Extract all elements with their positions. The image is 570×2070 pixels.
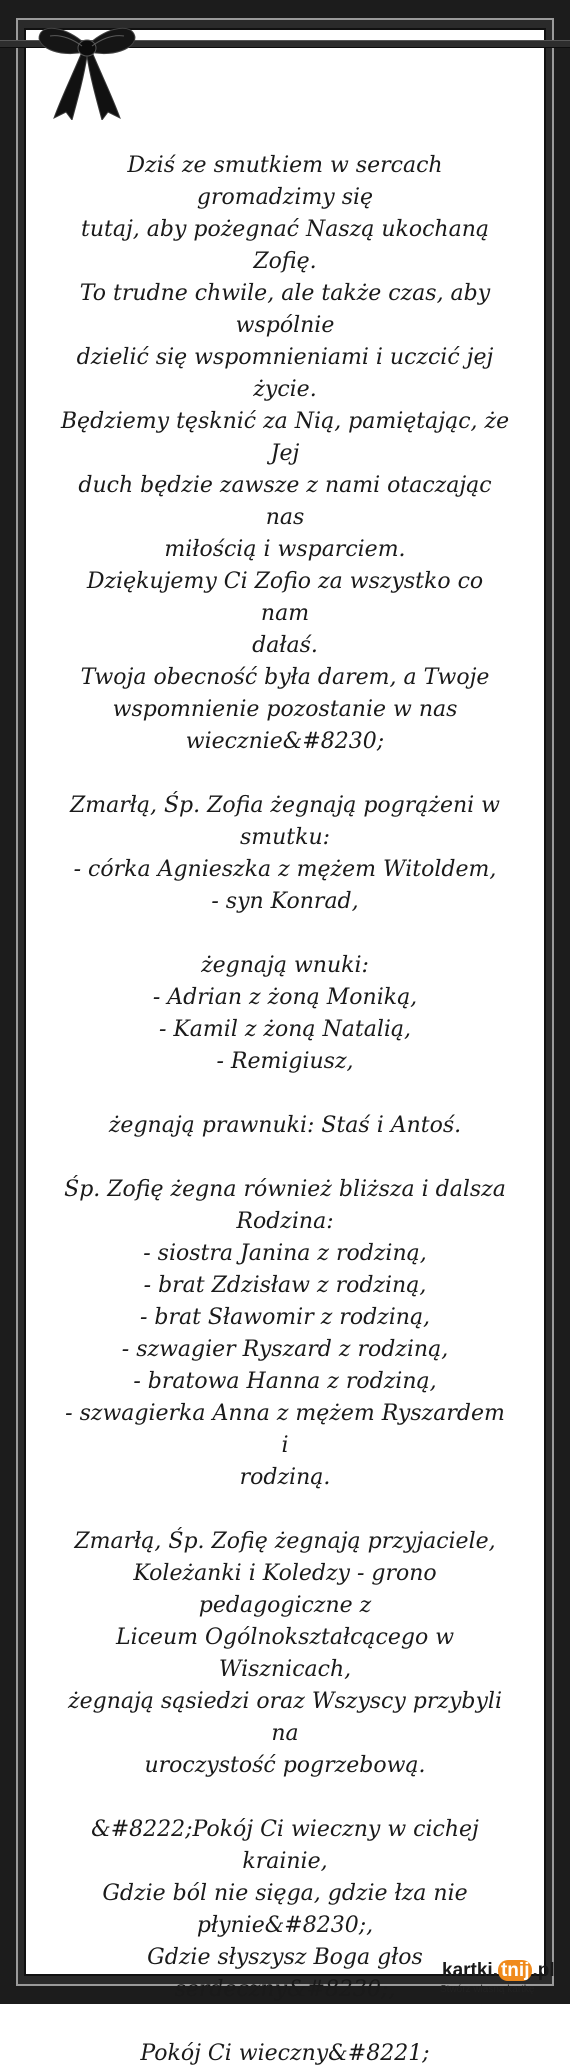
text-line: Twoja obecność była darem, a Twoje — [80, 665, 490, 690]
text-line: żegnają wnuki: — [201, 953, 369, 978]
text-line: Śp. Zofię żegna również bliższa i dalsza — [64, 1177, 506, 1202]
text-line: Liceum Ogólnokształcącego w Wisznicach, — [115, 1625, 455, 1682]
logo-name — [442, 1960, 555, 1982]
text-line: Pokój Ci wieczny&#8221; — [140, 2041, 430, 2066]
spacer — [60, 2006, 510, 2038]
spacer — [60, 758, 510, 790]
text-line: - Adrian z żoną Moniką, — [152, 985, 418, 1010]
text-line: wspomnienie pozostanie w nas — [112, 697, 458, 722]
text-line: - brat Zdzisław z rodziną, — [143, 1273, 427, 1298]
logo-highlight: tnij — [498, 1960, 533, 1981]
text-line: smutku: — [239, 825, 331, 850]
text-line: żegnają prawnuki: Staś i Antoś. — [108, 1113, 462, 1138]
text-line: płynie&#8230;, — [196, 1913, 374, 1938]
spacer — [60, 1078, 510, 1110]
text-line: - Remigiusz, — [216, 1049, 354, 1074]
text-line: Będziemy tęsknić za Nią, pamiętając, że Jej — [60, 409, 510, 466]
text-line: Zmarłą, Śp. Zofię żegnają przyjaciele, — [74, 1529, 496, 1554]
text-line: - szwagierka Anna z mężem Ryszardem i — [65, 1401, 505, 1458]
text-line: uroczystość pogrzebową. — [144, 1753, 426, 1778]
text-line: Zmarłą, Śp. Zofia żegnają pogrążeni w — [69, 793, 501, 818]
text-line: wiecznie&#8230; — [185, 729, 385, 754]
text-line: dałaś. — [252, 633, 318, 658]
text-line: - brat Sławomir z rodziną, — [139, 1305, 431, 1330]
kartki-tnij-logo[interactable] — [430, 1952, 560, 1998]
text-line: - szwagier Ryszard z rodziną, — [121, 1337, 449, 1362]
text-line: dzielić się wspomnieniami i uczcić jej życie. — [76, 345, 494, 402]
spacer — [60, 1494, 510, 1526]
text-line: &#8222;Pokój Ci wieczny w cichej krainie, — [91, 1817, 479, 1874]
text-line: - syn Konrad, — [211, 889, 359, 914]
text-line: Dziś ze smutkiem w sercach gromadzimy się — [127, 153, 443, 210]
text-line: - siostra Janina z rodziną, — [143, 1241, 427, 1266]
text-line: Gdzie ból nie sięga, gdzie łza nie — [102, 1881, 468, 1906]
text-line: - córka Agnieszka z mężem Witoldem, — [73, 857, 497, 882]
text-line: rodziną. — [239, 1465, 331, 1490]
text-line: miłością i wsparciem. — [164, 537, 406, 562]
logo-domain: .pl — [532, 1960, 555, 1981]
text-line: Dziękujemy Ci Zofio za wszystko co nam — [86, 569, 484, 626]
text-line: duch będzie zawsze z nami otaczając nas — [78, 473, 492, 530]
spacer — [60, 1142, 510, 1174]
spacer — [60, 918, 510, 950]
logo-brand: kartki. — [442, 1960, 498, 1981]
text-line: tutaj, aby pożegnać Naszą ukochaną Zofię. — [80, 217, 489, 274]
spacer — [60, 1782, 510, 1814]
text-line: - bratowa Hanna z rodziną, — [133, 1369, 437, 1394]
condolence-text — [60, 150, 510, 2070]
text-line: Rodzina: — [236, 1209, 334, 1234]
text-line: Gdzie słyszysz Boga głos serdeczny&#8230;, — [147, 1945, 423, 2002]
logo-tagline: Stwórz własną kartkę — [440, 1984, 535, 1995]
black-ribbon-bow-icon — [32, 0, 142, 120]
text-line: - Kamil z żoną Natalią, — [158, 1017, 412, 1042]
text-line: żegnają sąsiedzi oraz Wszyscy przybyli na — [68, 1689, 502, 1746]
text-line: To trudne chwile, ale także czas, aby wspólnie — [79, 281, 491, 338]
text-line: Koleżanki i Koledzy - grono pedagogiczne z — [133, 1561, 437, 1618]
